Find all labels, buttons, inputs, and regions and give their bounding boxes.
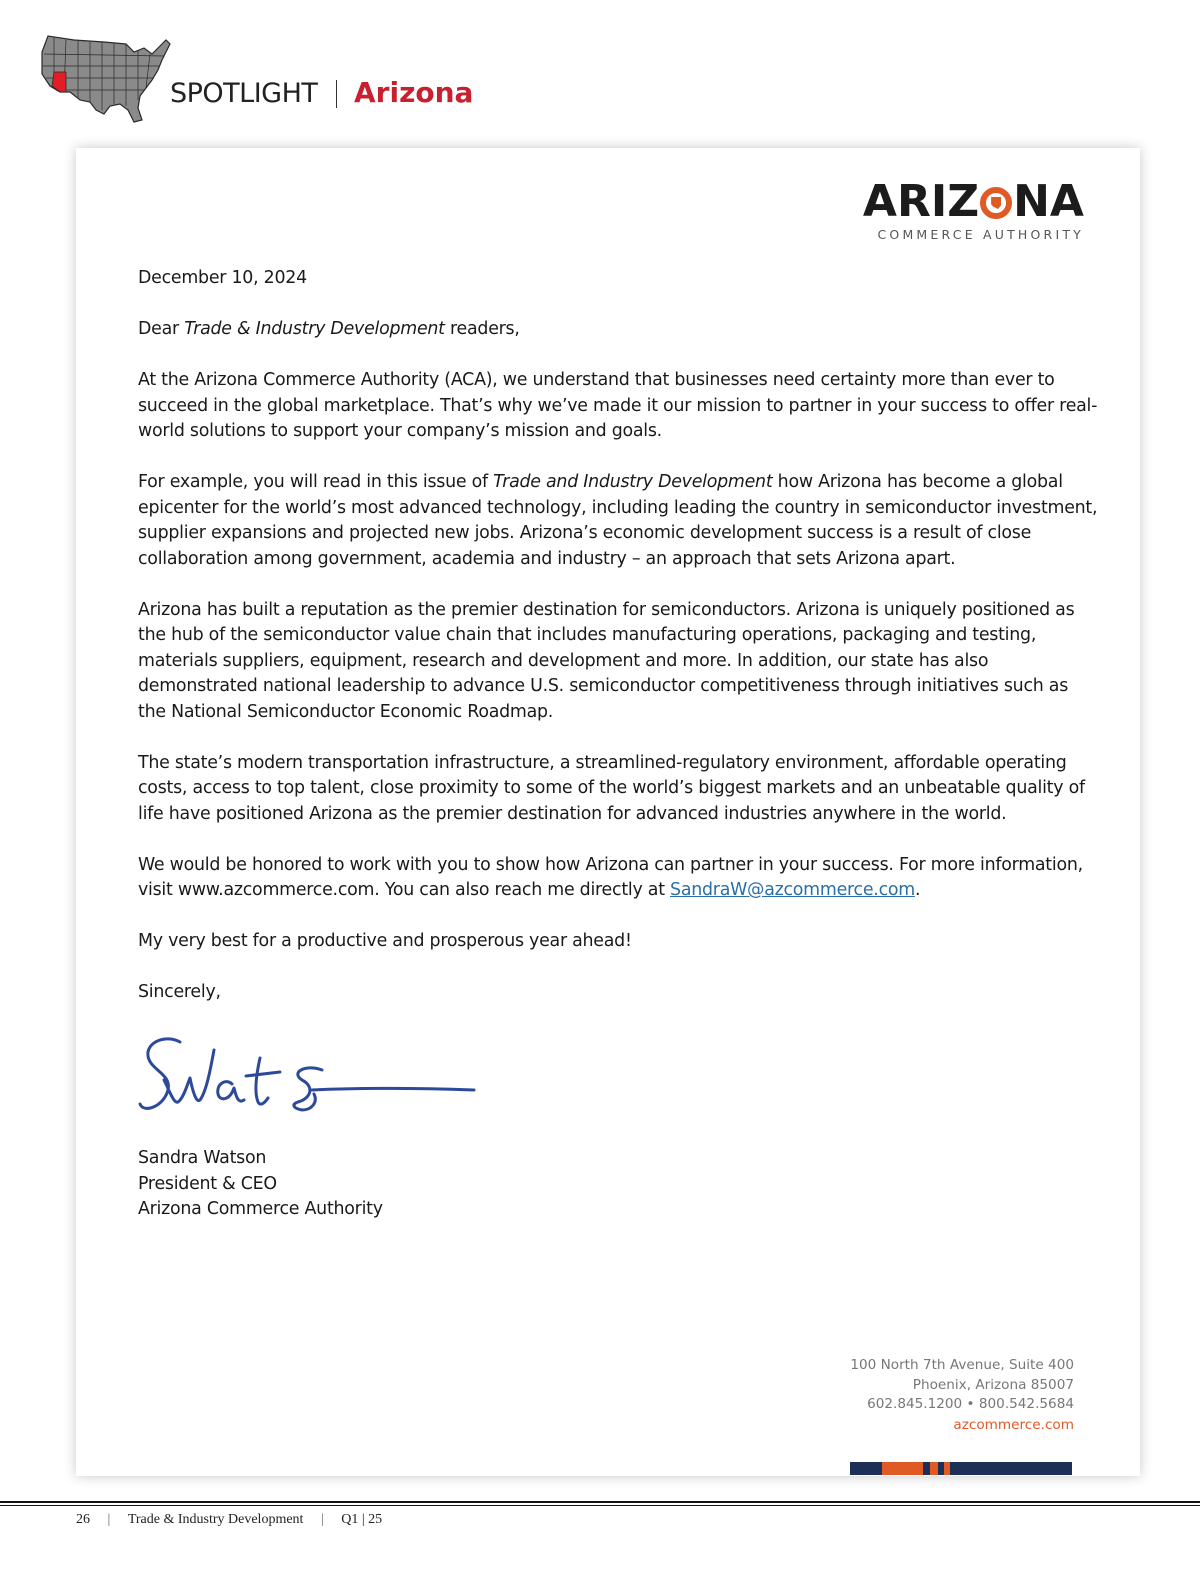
signer-block — [138, 1146, 383, 1223]
color-bar-segment — [944, 1462, 950, 1475]
address-phones: 602.845.1200 • 800.542.5684 — [867, 1396, 1074, 1412]
salutation-prefix: Dear — [138, 319, 185, 339]
signer-name: Sandra Watson — [138, 1148, 267, 1168]
letter-date: December 10, 2024 — [138, 268, 307, 288]
website-link[interactable]: azcommerce.com — [953, 1416, 1074, 1433]
signer-title: President & CEO — [138, 1173, 277, 1194]
page-footer — [76, 1512, 382, 1528]
footer-divider: | — [320, 1512, 324, 1527]
paragraph-5-prefix: We would be honored to work with you to show how Arizona can partner in your success. For more information, visit www.azcommerce.com. You can also reach me directly at — [138, 854, 1083, 900]
color-bar-segment — [882, 1462, 923, 1475]
color-bar-segment — [930, 1462, 938, 1475]
section-label: SPOTLIGHT — [170, 78, 318, 109]
salutation — [138, 317, 1098, 343]
paragraph-4: The state’s modern transportation infrastructure, a streamlined-regulatory environment, affordable operating costs, access to top talent, close proximity to some of the world’s biggest markets and an unbeatable quality of life have positioned Arizona as the premier destination for advanced industries anywhere in the world. — [138, 752, 1085, 824]
logo-word-start: ARIZ — [862, 176, 980, 227]
paragraph-5-suffix: . — [914, 880, 921, 900]
logo-wordmark — [863, 178, 1084, 226]
header-divider — [336, 80, 337, 108]
footer-rule — [0, 1501, 1200, 1503]
closing: Sincerely, — [138, 982, 221, 1002]
logo-subtitle: COMMERCE AUTHORITY — [877, 227, 1084, 242]
logo-word-end: NA — [1013, 176, 1084, 227]
signature-image — [136, 1028, 481, 1128]
footer-divider: | — [107, 1512, 111, 1527]
us-map-icon — [34, 30, 174, 126]
state-name: Arizona — [354, 76, 474, 109]
paragraph-5 — [138, 853, 1098, 904]
publication-name: Trade & Industry Development — [127, 1512, 304, 1527]
email-link[interactable]: SandraW@azcommerce.com — [670, 880, 915, 900]
salutation-suffix: readers, — [444, 319, 520, 339]
address-city: Phoenix, Arizona 85007 — [912, 1376, 1074, 1393]
arizona-o-icon — [980, 187, 1012, 219]
paragraph-2-prefix: For example, you will read in this issue of — [138, 472, 494, 492]
page-number: 26 — [76, 1512, 90, 1527]
issue-label: Q1 | 25 — [341, 1512, 383, 1527]
signer-org: Arizona Commerce Authority — [138, 1199, 383, 1219]
salutation-publication: Trade & Industry Development — [184, 319, 445, 339]
paragraph-3: Arizona has built a reputation as the premier destination for semiconductors. Arizona is uniquely positioned as the hub of the semiconductor value chain that includes manufacturing operations, packaging and testing, materials suppliers, equipment, research and development and more. In addition, our state has also demonstrated national leadership to advance U.S. semiconductor competitiveness through initiatives such as the National Semiconductor Economic Roadmap. — [138, 599, 1075, 722]
letterhead-color-bar — [850, 1462, 1072, 1475]
footer-rule-thin — [0, 1505, 1200, 1506]
address-street: 100 North 7th Avenue, Suite 400 — [850, 1357, 1074, 1373]
address-block — [850, 1356, 1074, 1435]
paragraph-2 — [138, 470, 1098, 572]
paragraph-1: At the Arizona Commerce Authority (ACA), we understand that businesses need certainty more than ever to succeed in the global marketplace. That’s why we’ve made it our mission to partner in your success to offer real-world solutions to support your company’s mission and goals. — [138, 370, 1098, 441]
aca-logo — [860, 178, 1084, 242]
paragraph-2-suffix: how Arizona has become a global epicenter for the world’s most advanced technology, including leading the country in semiconductor investment, supplier expansions and projected new jobs. Arizona’s economic development success is a result of close collaboration among government, academia and industry – an approach that sets Arizona apart. — [138, 472, 1098, 569]
paragraph-2-publication: Trade and Industry Development — [493, 472, 773, 492]
letter-card — [76, 148, 1140, 1476]
spotlight-header — [34, 30, 514, 130]
letter-body — [138, 266, 1098, 1031]
paragraph-6: My very best for a productive and prosperous year ahead! — [138, 931, 632, 951]
